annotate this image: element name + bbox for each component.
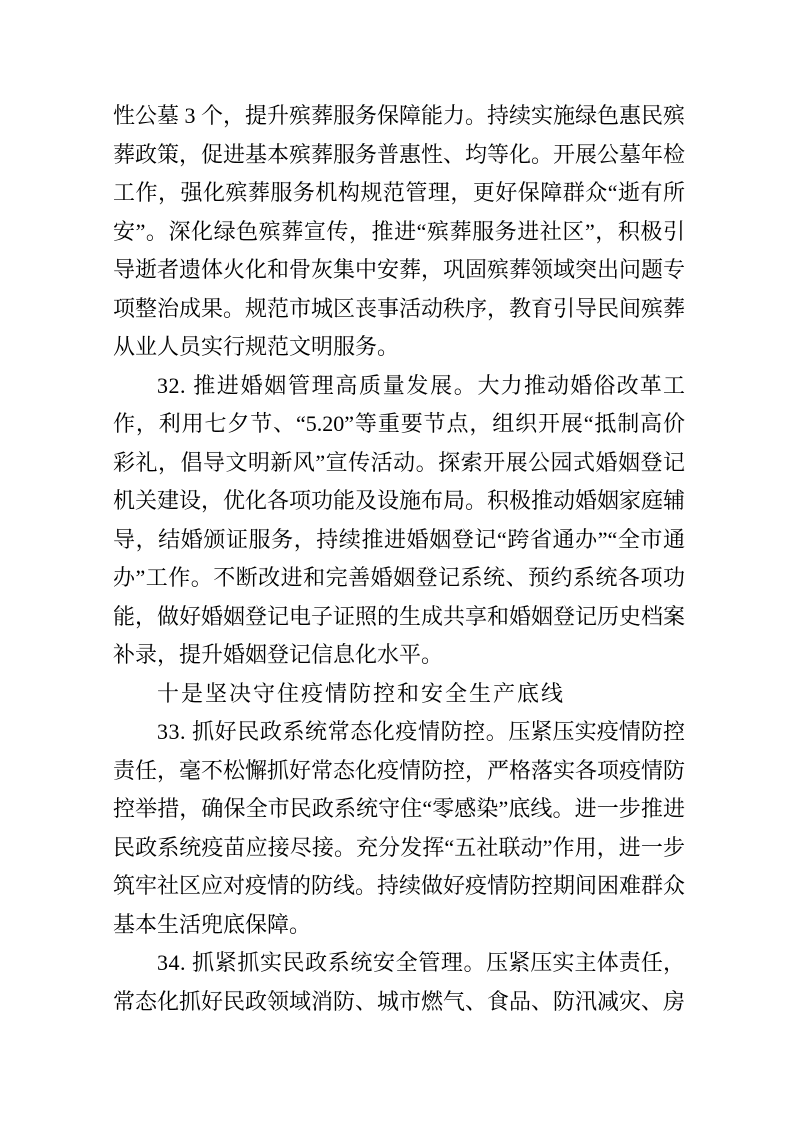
document-body	[113, 97, 685, 1021]
paragraph-33	[113, 713, 685, 944]
section-heading-ten: 十是坚决守住疫情防控和安全生产底线	[157, 680, 566, 706]
paragraph-32-text: 大力推动婚俗改革工作，利用七夕节、“5.20”等重要节点，组织开展“抵制高价彩礼，倡导文明新风”宣传活动。探索开展公园式婚姻登记机关建设，优化各项功能及设施布局。积极推动婚姻家庭辅导，结婚颁证服务，持续推进婚姻登记“跨省通办”“全市通办”工作。不断改进和完善婚姻登记系统、预约系统各项功能，做好婚姻登记电子证照的生成共享和婚姻登记历史档案补录，提升婚姻登记信息化水平。	[113, 372, 686, 667]
paragraph-31-continuation: 性公墓 3 个，提升殡葬服务保障能力。持续实施绿色惠民殡葬政策，促进基本殡葬服务普惠性、均等化。开展公墓年检工作，强化殡葬服务机构规范管理，更好保障群众“逝有所安”。深化绿色殡葬宣传，推进“殡葬服务进社区”，积极引导逝者遗体火化和骨灰集中安葬，巩固殡葬领域突出问题专项整治成果。规范市城区丧事活动秩序，教育引导民间殡葬从业人员实行规范文明服务。	[113, 103, 686, 359]
paragraph-32-lead: 32. 推进婚姻管理高质量发展。	[157, 372, 478, 398]
paragraph-34	[113, 944, 685, 1021]
paragraph-34-lead: 34. 抓紧抓实民政系统安全管理。	[157, 950, 487, 975]
paragraph-33-lead: 33. 抓好民政系统常态化疫情防控。	[157, 719, 509, 744]
paragraph-33-text: 压紧压实疫情防控责任，毫不松懈抓好常态化疫情防控，严格落实各项疫情防控举措，确保全市民政系统守住“零感染”底线。进一步推进民政系统疫苗应接尽接。充分发挥“五社联动”作用，进一步筑牢社区应对疫情的防线。持续做好疫情防控期间困难群众基本生活兜底保障。	[113, 719, 686, 937]
paragraph-34-text: 压紧压实主体责任，常态化抓好民政领域消防、城市燃气、食品、防汛减灾、房	[113, 950, 686, 1014]
paragraph-32	[113, 367, 685, 675]
